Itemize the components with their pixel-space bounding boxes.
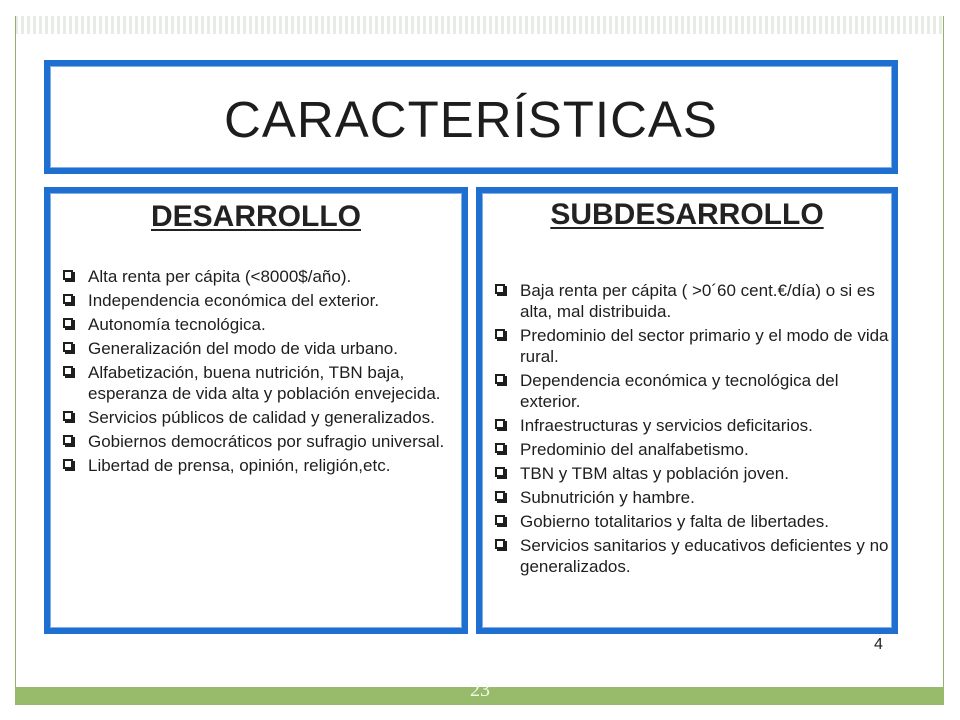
list-item — [492, 535, 894, 577]
checkbox-bullet-icon — [63, 342, 73, 352]
checkbox-bullet-icon — [495, 515, 505, 525]
checkbox-bullet-icon — [63, 411, 73, 421]
list-item-text: Generalización del modo de vida urbano. — [88, 339, 398, 358]
underdevelopment-heading: SUBDESARROLLO — [550, 198, 824, 231]
development-box — [44, 187, 468, 634]
list-item — [60, 266, 464, 287]
checkbox-bullet-icon — [495, 467, 505, 477]
checkbox-bullet-icon — [63, 435, 73, 445]
list-item — [60, 338, 464, 359]
development-list — [60, 266, 464, 479]
list-item-text: Libertad de prensa, opinión, religión,etc. — [88, 456, 391, 475]
list-item-text: Servicios públicos de calidad y generalizados. — [88, 408, 435, 427]
checkbox-bullet-icon — [63, 318, 73, 328]
list-item-text: TBN y TBM altas y población joven. — [520, 464, 789, 483]
checkbox-bullet-icon — [495, 419, 505, 429]
list-item — [60, 314, 464, 335]
list-item-text: Dependencia económica y tecnológica del exterior. — [520, 371, 839, 411]
list-item — [492, 370, 894, 412]
list-item-text: Alfabetización, buena nutrición, TBN baja, esperanza de vida alta y población envejecida. — [88, 363, 441, 403]
list-item-text: Predominio del sector primario y el modo de vida rural. — [520, 326, 889, 366]
checkbox-bullet-icon — [63, 294, 73, 304]
list-item-text: Alta renta per cápita (<8000$/año). — [88, 267, 352, 286]
checkbox-bullet-icon — [495, 443, 505, 453]
checkbox-bullet-icon — [495, 539, 505, 549]
list-item — [60, 431, 464, 452]
list-item — [60, 290, 464, 311]
list-item-text: Autonomía tecnológica. — [88, 315, 266, 334]
title-box — [44, 60, 898, 174]
checkbox-bullet-icon — [63, 459, 73, 469]
list-item — [492, 325, 894, 367]
checkbox-bullet-icon — [495, 491, 505, 501]
development-heading: DESARROLLO — [151, 200, 361, 233]
list-item — [60, 407, 464, 428]
list-item — [492, 415, 894, 436]
list-item-text: Gobiernos democráticos por sufragio universal. — [88, 432, 445, 451]
underdevelopment-list — [492, 280, 894, 580]
inner-page-number: 4 — [874, 636, 883, 653]
list-item-text: Predominio del analfabetismo. — [520, 440, 749, 459]
list-item-text: Servicios sanitarios y educativos deficientes y no generalizados. — [520, 536, 889, 576]
slide-title: CARACTERÍSTICAS — [224, 91, 718, 148]
list-item-text: Independencia económica del exterior. — [88, 291, 380, 310]
list-item — [492, 511, 894, 532]
checkbox-bullet-icon — [63, 366, 73, 376]
underdevelopment-box — [476, 187, 898, 634]
list-item-text: Baja renta per cápita ( >0´60 cent.€/día) o si es alta, mal distribuida. — [520, 281, 875, 321]
checkbox-bullet-icon — [495, 374, 505, 384]
list-item — [492, 463, 894, 484]
list-item-text: Subnutrición y hambre. — [520, 488, 695, 507]
footer-page-number: 23 — [470, 679, 490, 701]
list-item — [492, 280, 894, 322]
list-item — [492, 439, 894, 460]
list-item-text: Infraestructuras y servicios deficitarios. — [520, 416, 813, 435]
checkbox-bullet-icon — [63, 270, 73, 280]
list-item — [492, 487, 894, 508]
list-item — [60, 362, 464, 404]
list-item — [60, 455, 464, 476]
checkbox-bullet-icon — [495, 284, 505, 294]
list-item-text: Gobierno totalitarios y falta de libertades. — [520, 512, 830, 531]
checkbox-bullet-icon — [495, 329, 505, 339]
